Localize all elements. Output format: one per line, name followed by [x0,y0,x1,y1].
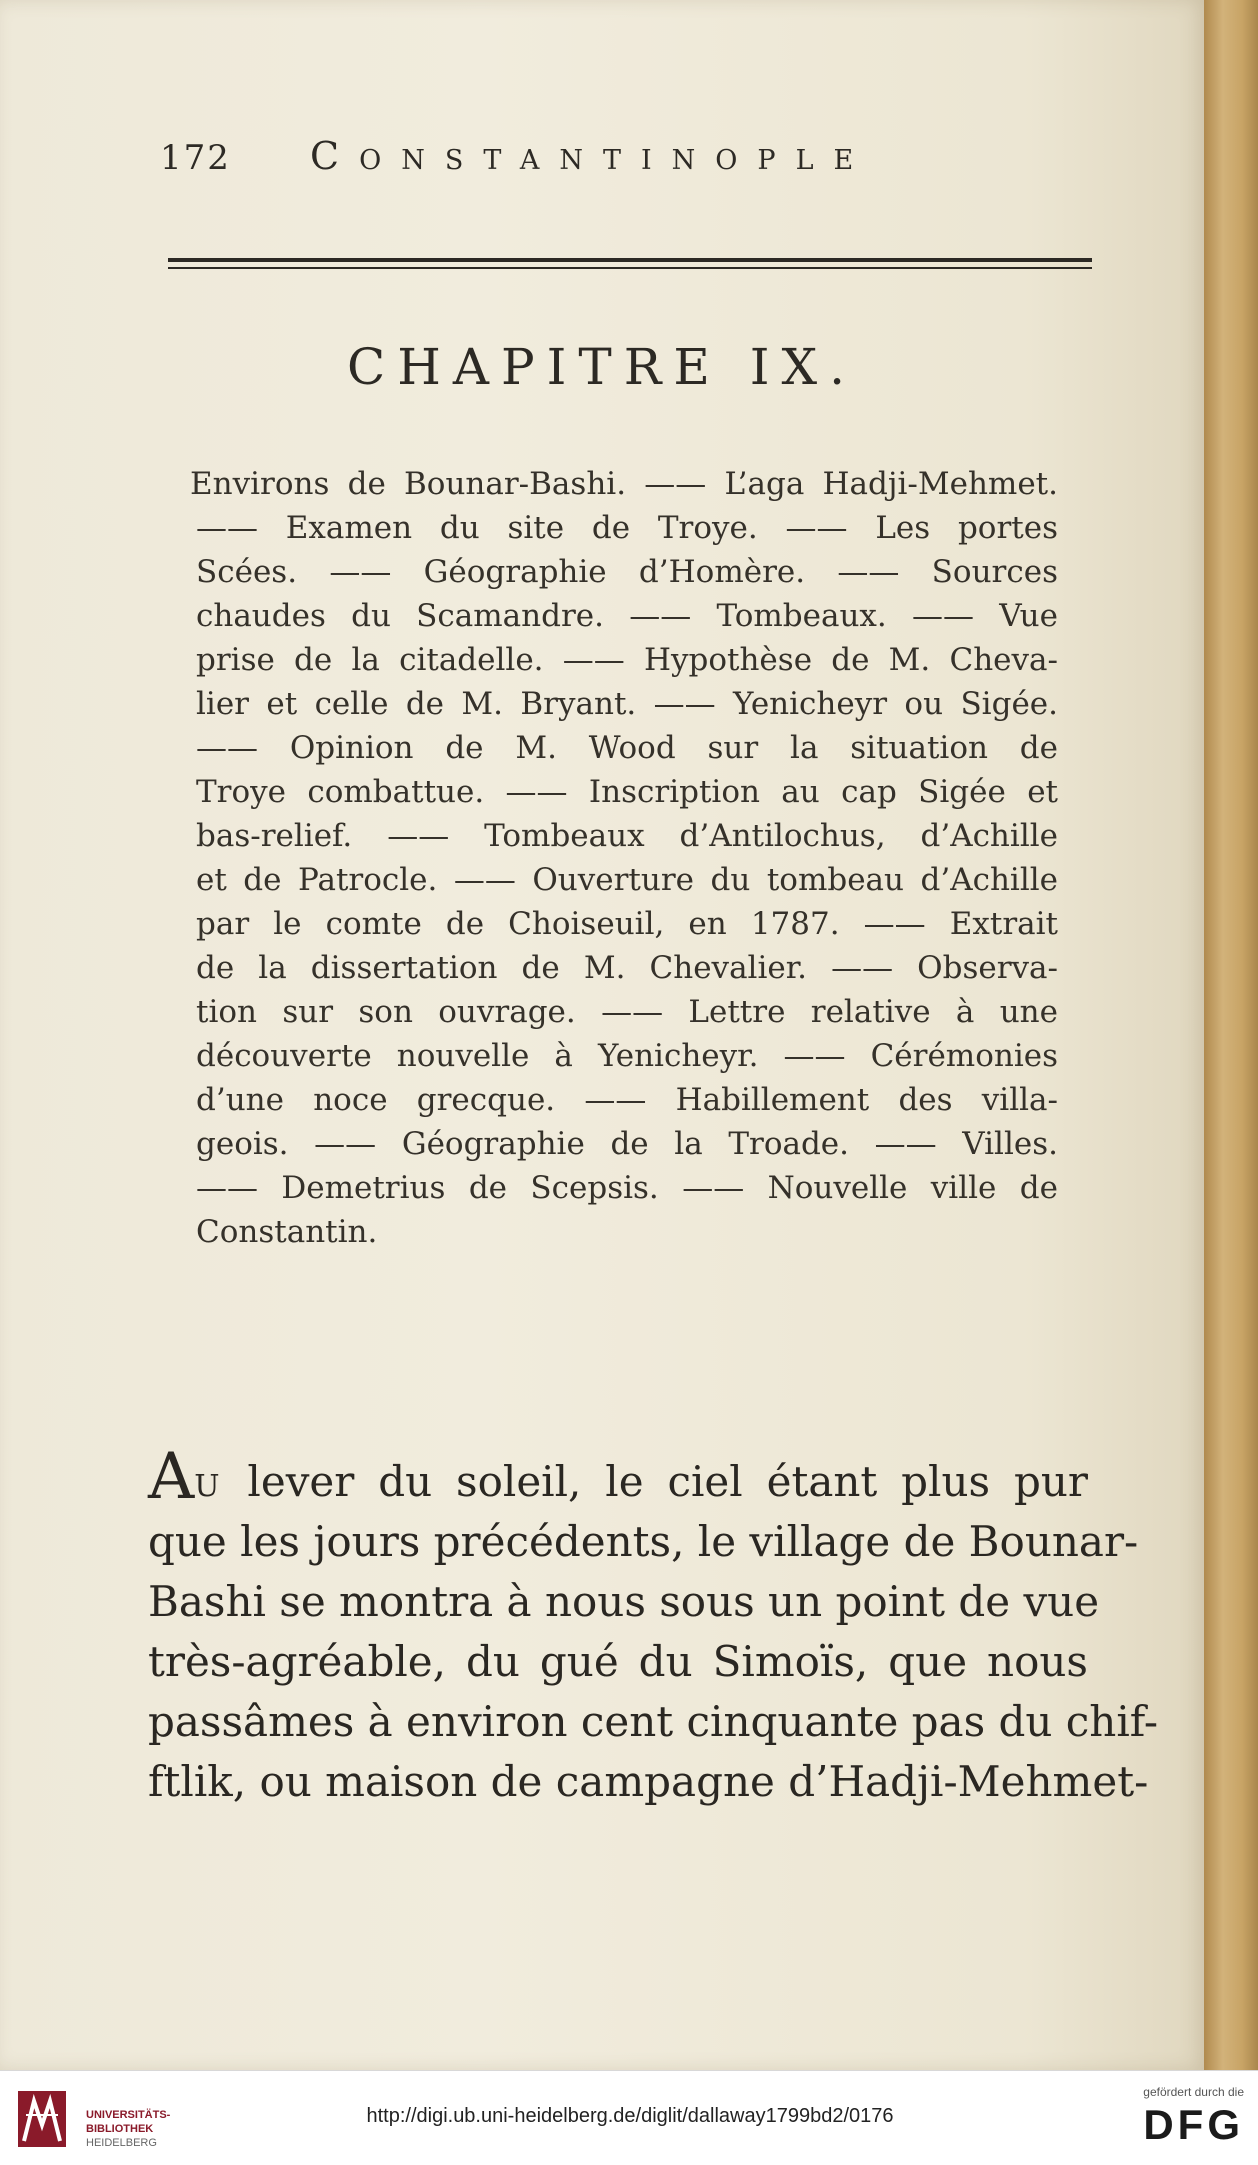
summary-line: tion sur son ouvrage. —— Lettre relative à une [196,994,1058,1030]
rule-thin [168,267,1092,269]
sponsor [1084,2085,1244,2151]
summary-line: de la dissertation de M. Chevalier. —— Observa- [196,950,1058,986]
summary-line: Constantin. [196,1214,378,1250]
institution-line: BIBLIOTHEK [86,2123,154,2135]
body-line: Bashi se montra à nous sous un point de vue [148,1577,1100,1626]
running-head [160,128,980,188]
dfg-logo: DFG [1143,2101,1244,2148]
body-line: que les jours précédents, le village de Bounar- [148,1517,1139,1566]
summary-line: découverte nouvelle à Yenicheyr. —— Cérémonies [196,1038,1058,1074]
body-line: ftlik, ou maison de campagne d’Hadji-Mehmet- [148,1757,1149,1806]
summary-line: Environs de Bounar-Bashi. —— L’aga Hadji-Mehmet. [190,466,1058,502]
summary-line: lier et celle de M. Bryant. —— Yenicheyr ou Sigée. [196,686,1058,722]
viewer-footer [0,2070,1258,2165]
summary-line: —— Demetrius de Scepsis. —— Nouvelle ville de [196,1170,1058,1206]
body-paragraph [148,1440,1159,1812]
page-number: 172 [160,138,231,178]
permalink-url[interactable]: http://digi.ub.uni-heidelberg.de/diglit/dallaway1799bd2/0176 [366,2105,894,2127]
body-line: passâmes à environ cent cinquante pas du chif- [148,1697,1159,1746]
running-title: Constantinople [310,134,874,178]
summary-line: geois. —— Géographie de la Troade. —— Villes. [196,1126,1058,1162]
institution-name [86,2108,170,2150]
summary-line: par le comte de Choiseuil, en 1787. —— Extrait [196,906,1058,942]
body-line-text: lever du soleil, le ciel étant plus pur [247,1457,1088,1506]
body-line [148,1440,1088,1514]
body-line: très-agréable, du gué du Simoïs, que nous [148,1637,1088,1686]
summary-line: prise de la citadelle. —— Hypothèse de M. Cheva- [196,642,1058,678]
university-seal-icon [14,2085,70,2151]
institution-line: HEIDELBERG [86,2137,157,2149]
summary-line: chaudes du Scamandre. —— Tombeaux. —— Vue [196,598,1058,634]
summary-line: Troye combattue. —— Inscription au cap Sigée et [196,774,1058,810]
drop-cap-rest: U [194,1469,224,1504]
chapter-title: CHAPITRE IX. [347,338,857,396]
sponsor-text: gefördert durch die [1143,2085,1244,2099]
university-logo [14,2085,171,2155]
institution-line: UNIVERSITÄTS- [86,2109,171,2121]
drop-cap: A [148,1440,195,1514]
rule-thick [168,258,1092,262]
summary-line: —— Examen du site de Troye. —— Les portes [196,510,1058,546]
summary-line: d’une noce grecque. —— Habillement des villa- [196,1082,1058,1118]
summary-line: Scées. —— Géographie d’Homère. —— Sources [196,554,1058,590]
summary-line: —— Opinion de M. Wood sur la situation de [196,730,1058,766]
double-rule [168,258,1092,272]
summary-line: bas-relief. —— Tombeaux d’Antilochus, d’Achille [196,818,1058,854]
summary-line: et de Patrocle. —— Ouverture du tombeau d’Achille [196,862,1058,898]
page-edge [1204,0,1258,2070]
chapter-summary [190,462,1058,1254]
